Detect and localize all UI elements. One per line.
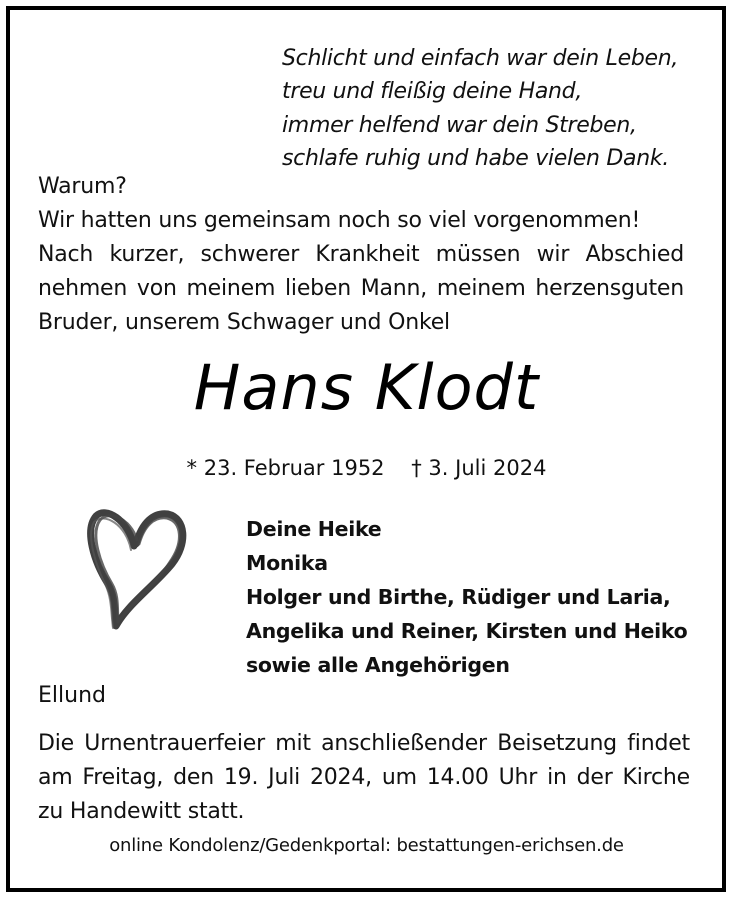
service-line: Die Urnentrauerfeier mit anschließender Beisetzung findet	[38, 731, 690, 756]
family-line: Monika	[246, 551, 328, 575]
service-text	[38, 727, 690, 829]
heart-icon	[84, 500, 196, 640]
life-dates	[0, 454, 733, 482]
family-list	[246, 512, 687, 682]
intro-line: Bruder, unserem Schwager und Onkel	[38, 310, 450, 335]
intro-text	[38, 170, 684, 340]
intro-line: Warum?	[38, 174, 127, 199]
intro-line: Nach kurzer, schwerer Krankheit müssen wir Abschied	[38, 242, 684, 267]
family-line: Holger und Birthe, Rüdiger und Laria,	[246, 585, 671, 609]
poem-line: immer helfend war dein Streben,	[282, 112, 637, 138]
intro-line: Wir hatten uns gemeinsam noch so viel vorgenommen!	[38, 208, 641, 233]
birth-date: * 23. Februar 1952	[186, 456, 385, 480]
family-line: Deine Heike	[246, 517, 382, 541]
death-date: † 3. Juli 2024	[411, 456, 547, 480]
condolence-link[interactable]: online Kondolenz/Gedenkportal: bestattungen-erichsen.de	[109, 835, 624, 856]
poem-line: schlafe ruhig und habe vielen Dank.	[282, 145, 669, 171]
service-line: am Freitag, den 19. Juli 2024, um 14.00 Uhr in der Kirche	[38, 765, 690, 790]
intro-line: nehmen von meinem lieben Mann, meinem herzensguten	[38, 276, 684, 301]
poem-line: Schlicht und einfach war dein Leben,	[282, 46, 679, 71]
family-line: sowie alle Angehörigen	[246, 653, 510, 677]
service-line: zu Handewitt statt.	[38, 799, 245, 824]
poem	[282, 42, 678, 175]
deceased-name: Hans Klodt	[193, 351, 540, 424]
family-line: Angelika und Reiner, Kirsten und Heiko	[246, 619, 688, 643]
place-name: Ellund	[38, 683, 106, 708]
poem-line: treu und fleißig deine Hand,	[282, 79, 583, 105]
